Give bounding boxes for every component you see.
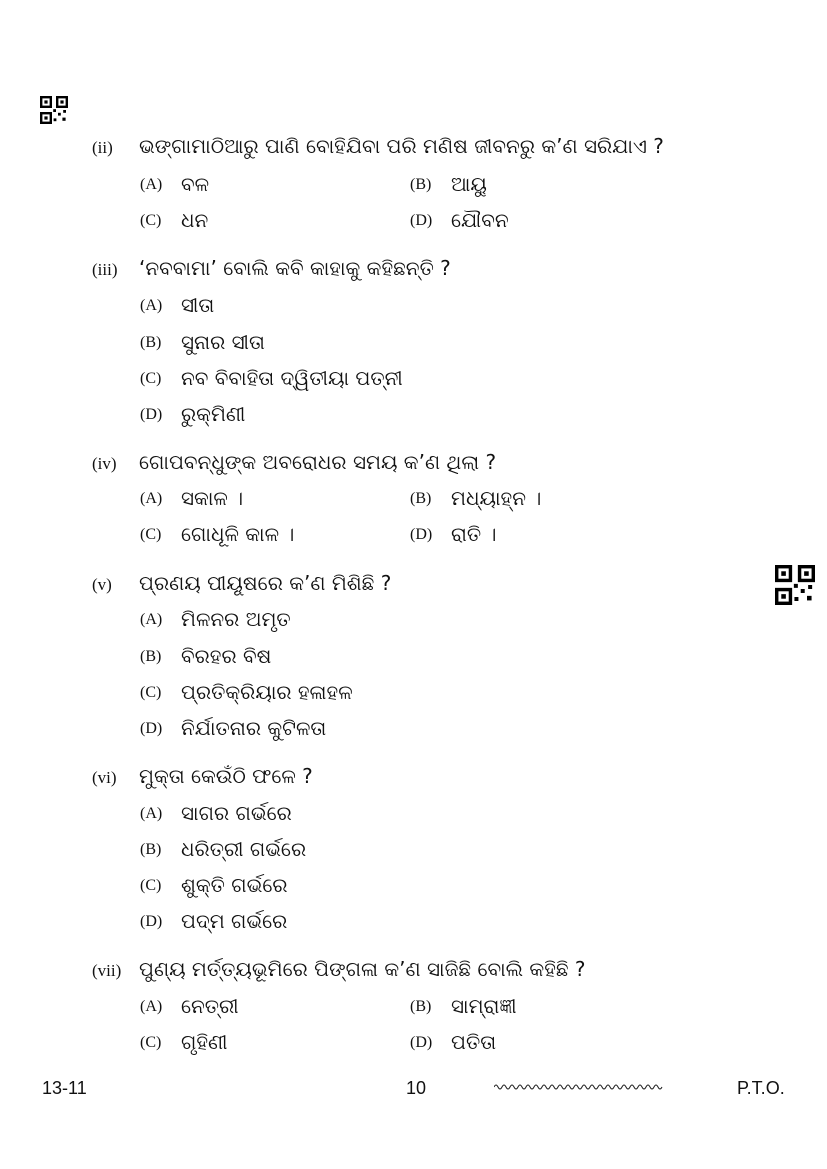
- option-text: ପ୍ରତିକ୍ରିୟାର ହଳାହଳ: [181, 680, 353, 704]
- question-number: (vi): [92, 768, 117, 787]
- question-number: (vii): [92, 961, 122, 980]
- option-text: ସକାଳ ।: [181, 486, 244, 510]
- option-text: ଯୌବନ: [451, 208, 509, 232]
- option-label: (D): [140, 913, 163, 930]
- option-label: (B): [140, 841, 162, 858]
- question-number: (v): [92, 575, 112, 594]
- option-text: ଗୋଧୂଳି କାଳ ।: [181, 522, 295, 546]
- option-label: (C): [140, 526, 162, 543]
- option-label: (A): [140, 297, 163, 314]
- option-label: (C): [140, 684, 162, 701]
- question-text: ‘ନବବାମା’ ବୋଲି କବି କାହାକୁ କହିଛନ୍ତି ?: [139, 256, 451, 280]
- option-label: (A): [140, 998, 163, 1015]
- option-text: ଗୃହିଣୀ: [181, 1030, 228, 1054]
- question-text: ଗୋପବନ୍ଧୁଙ୍କ ଅବରୋଧର ସମୟ କ’ଣ ଥିଲା ?: [139, 450, 497, 474]
- option-label: (D): [410, 1034, 433, 1051]
- option-label: (C): [140, 1034, 162, 1051]
- question-text: ମୁକ୍ତା କେଉଁଠି ଫଳେ ?: [139, 764, 313, 788]
- option-label: (C): [140, 877, 162, 894]
- option-label: (B): [410, 998, 432, 1015]
- option-text: ସାମ୍ରାଜ୍ଞୀ: [451, 994, 517, 1018]
- option-label: (C): [140, 212, 162, 229]
- option-text: ଶୁକ୍ତି ଗର୍ଭରେ: [181, 873, 288, 897]
- qr-code-icon: [40, 96, 68, 124]
- option-text: ରୁକ୍ମିଣୀ: [181, 402, 246, 426]
- question-text: ଭଙ୍ଗାମାଠିଆରୁ ପାଣି ବୋହିଯିବା ପରି ମଣିଷ ଜୀବନରୁ କ’ଣ ସରିଯାଏ ?: [139, 134, 664, 158]
- option-label: (A): [140, 490, 163, 507]
- pto-label: P.T.O.: [737, 1078, 785, 1098]
- option-text: ରାତି ।: [451, 522, 497, 546]
- question-number: (ii): [92, 138, 113, 157]
- option-text: ସୀତା: [181, 293, 215, 317]
- option-label: (B): [140, 334, 162, 351]
- option-text: ସାଗର ଗର୍ଭରେ: [181, 801, 292, 825]
- option-label: (C): [140, 370, 162, 387]
- page-number: 10: [406, 1078, 427, 1098]
- question-number: (iv): [92, 454, 117, 473]
- option-text: ନିର୍ଯାତନାର କୁଟିଳତା: [181, 716, 327, 740]
- option-label: (D): [140, 720, 163, 737]
- option-text: ଧନ: [181, 208, 209, 232]
- option-text: ନେତ୍ରୀ: [181, 994, 239, 1018]
- option-text: ସୁନାର ସୀତା: [181, 330, 265, 354]
- option-text: ପଦ୍ମ ଗର୍ଭରେ: [181, 909, 288, 933]
- option-label: (A): [140, 611, 163, 628]
- question-text: ପ୍ରଣୟ ପୀୟୂଷରେ କ’ଣ ମିଶିଛି ?: [139, 571, 392, 595]
- option-label: (B): [410, 176, 432, 193]
- option-text: ମିଳନର ଅମୃତ: [181, 607, 291, 631]
- option-text: ଆୟୁ: [451, 172, 487, 196]
- qr-code-icon: [775, 565, 815, 605]
- option-text: ପତିତା: [451, 1030, 497, 1054]
- option-text: ନବ ବିବାହିତା ଦ୍ୱିତୀୟା ପତ୍ନୀ: [181, 366, 403, 390]
- option-label: (A): [140, 805, 163, 822]
- option-label: (D): [140, 406, 163, 423]
- paper-code: 13-11: [42, 1078, 87, 1098]
- question-number: (iii): [92, 260, 118, 279]
- option-label: (B): [140, 648, 162, 665]
- option-label: (D): [410, 526, 433, 543]
- option-text: ବିରହର ବିଷ: [181, 644, 272, 668]
- option-text: ଧରିତ୍ରୀ ଗର୍ଭରେ: [181, 837, 307, 861]
- wavy-line-icon: [494, 1082, 664, 1092]
- option-label: (B): [410, 490, 432, 507]
- option-text: ବଳ: [181, 172, 210, 196]
- option-label: (A): [140, 176, 163, 193]
- option-text: ମଧ୍ୟାହ୍ନ ।: [451, 486, 542, 510]
- option-label: (D): [410, 212, 433, 229]
- question-text: ପୁଣ୍ୟ ମର୍ତ୍ତ୍ୟଭୂମିରେ ପିଙ୍ଗଳା କ’ଣ ସାଜିଛି ବୋଲି କହିଛି ?: [139, 957, 586, 981]
